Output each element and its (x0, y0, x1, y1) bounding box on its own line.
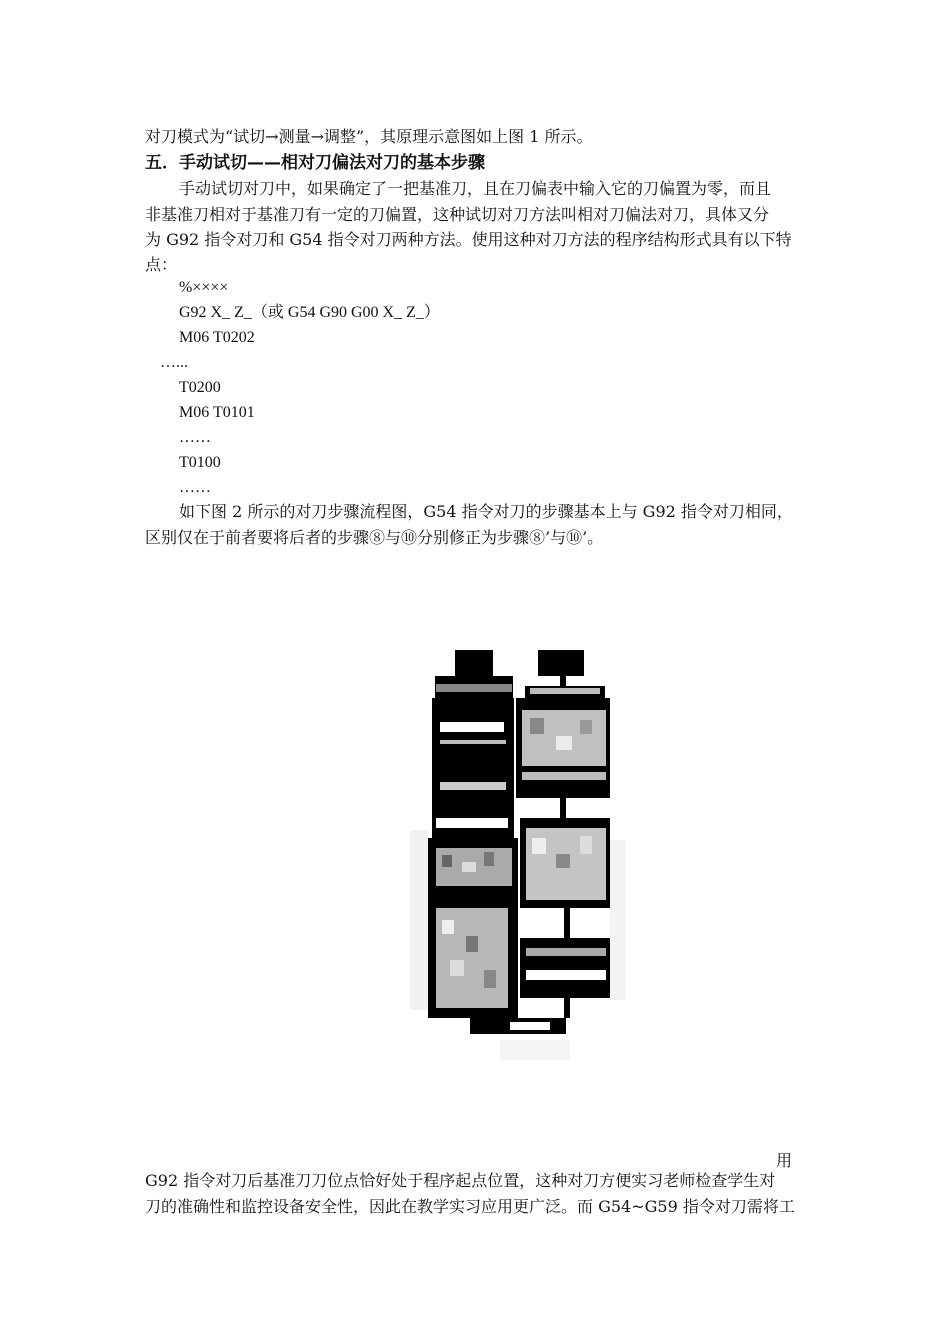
flowchart-figure (380, 640, 635, 1070)
code-line: %×××× (179, 279, 229, 296)
code-line: …… (179, 479, 211, 496)
section-heading: 五．手动试切——相对刀偏法对刀的基本步骤 (145, 153, 485, 173)
paragraph-line: G92 指令对刀后基准刀刀位点恰好处于程序起点位置，这种对刀方便实习老师检查学生对 (145, 1171, 776, 1190)
code-line: M06 T0202 (179, 329, 255, 346)
paragraph-line: 手动试切对刀中，如果确定了一把基准刀，且在刀偏表中输入它的刀偏置为零，而且 (179, 179, 772, 198)
paragraph-line: 对刀模式为“试切→测量→调整”，其原理示意图如上图 1 所示。 (145, 127, 593, 146)
paragraph-line: 为 G92 指令对刀和 G54 指令对刀两种方法。使用这种对刀方法的程序结构形式具有以下特 (145, 230, 792, 249)
continuation-word: 用 (776, 1151, 793, 1170)
code-line: M06 T0101 (179, 404, 255, 421)
code-line: T0200 (179, 379, 221, 396)
paragraph-line: 非基准刀相对于基准刀有一定的刀偏置，这种试切对刀方法叫相对刀偏法对刀，具体又分 (145, 205, 770, 224)
paragraph-line: 区别仅在于前者要将后者的步骤⑧与⑩分别修正为步骤⑧’与⑩’。 (145, 528, 604, 547)
paragraph-line: 刀的准确性和监控设备安全性，因此在教学实习应用更广泛。而 G54~G59 指令对刀需将工 (145, 1197, 795, 1216)
code-line: G92 X_ Z_（或 G54 G90 G00 X_ Z_） (179, 304, 440, 321)
code-line: …... (160, 354, 188, 371)
paragraph-line: 如下图 2 所示的对刀步骤流程图，G54 指令对刀的步骤基本上与 G92 指令对刀相同， (179, 502, 793, 521)
paragraph-line: 点： (145, 255, 178, 274)
code-line: T0100 (179, 454, 221, 471)
code-line: …… (179, 429, 211, 446)
